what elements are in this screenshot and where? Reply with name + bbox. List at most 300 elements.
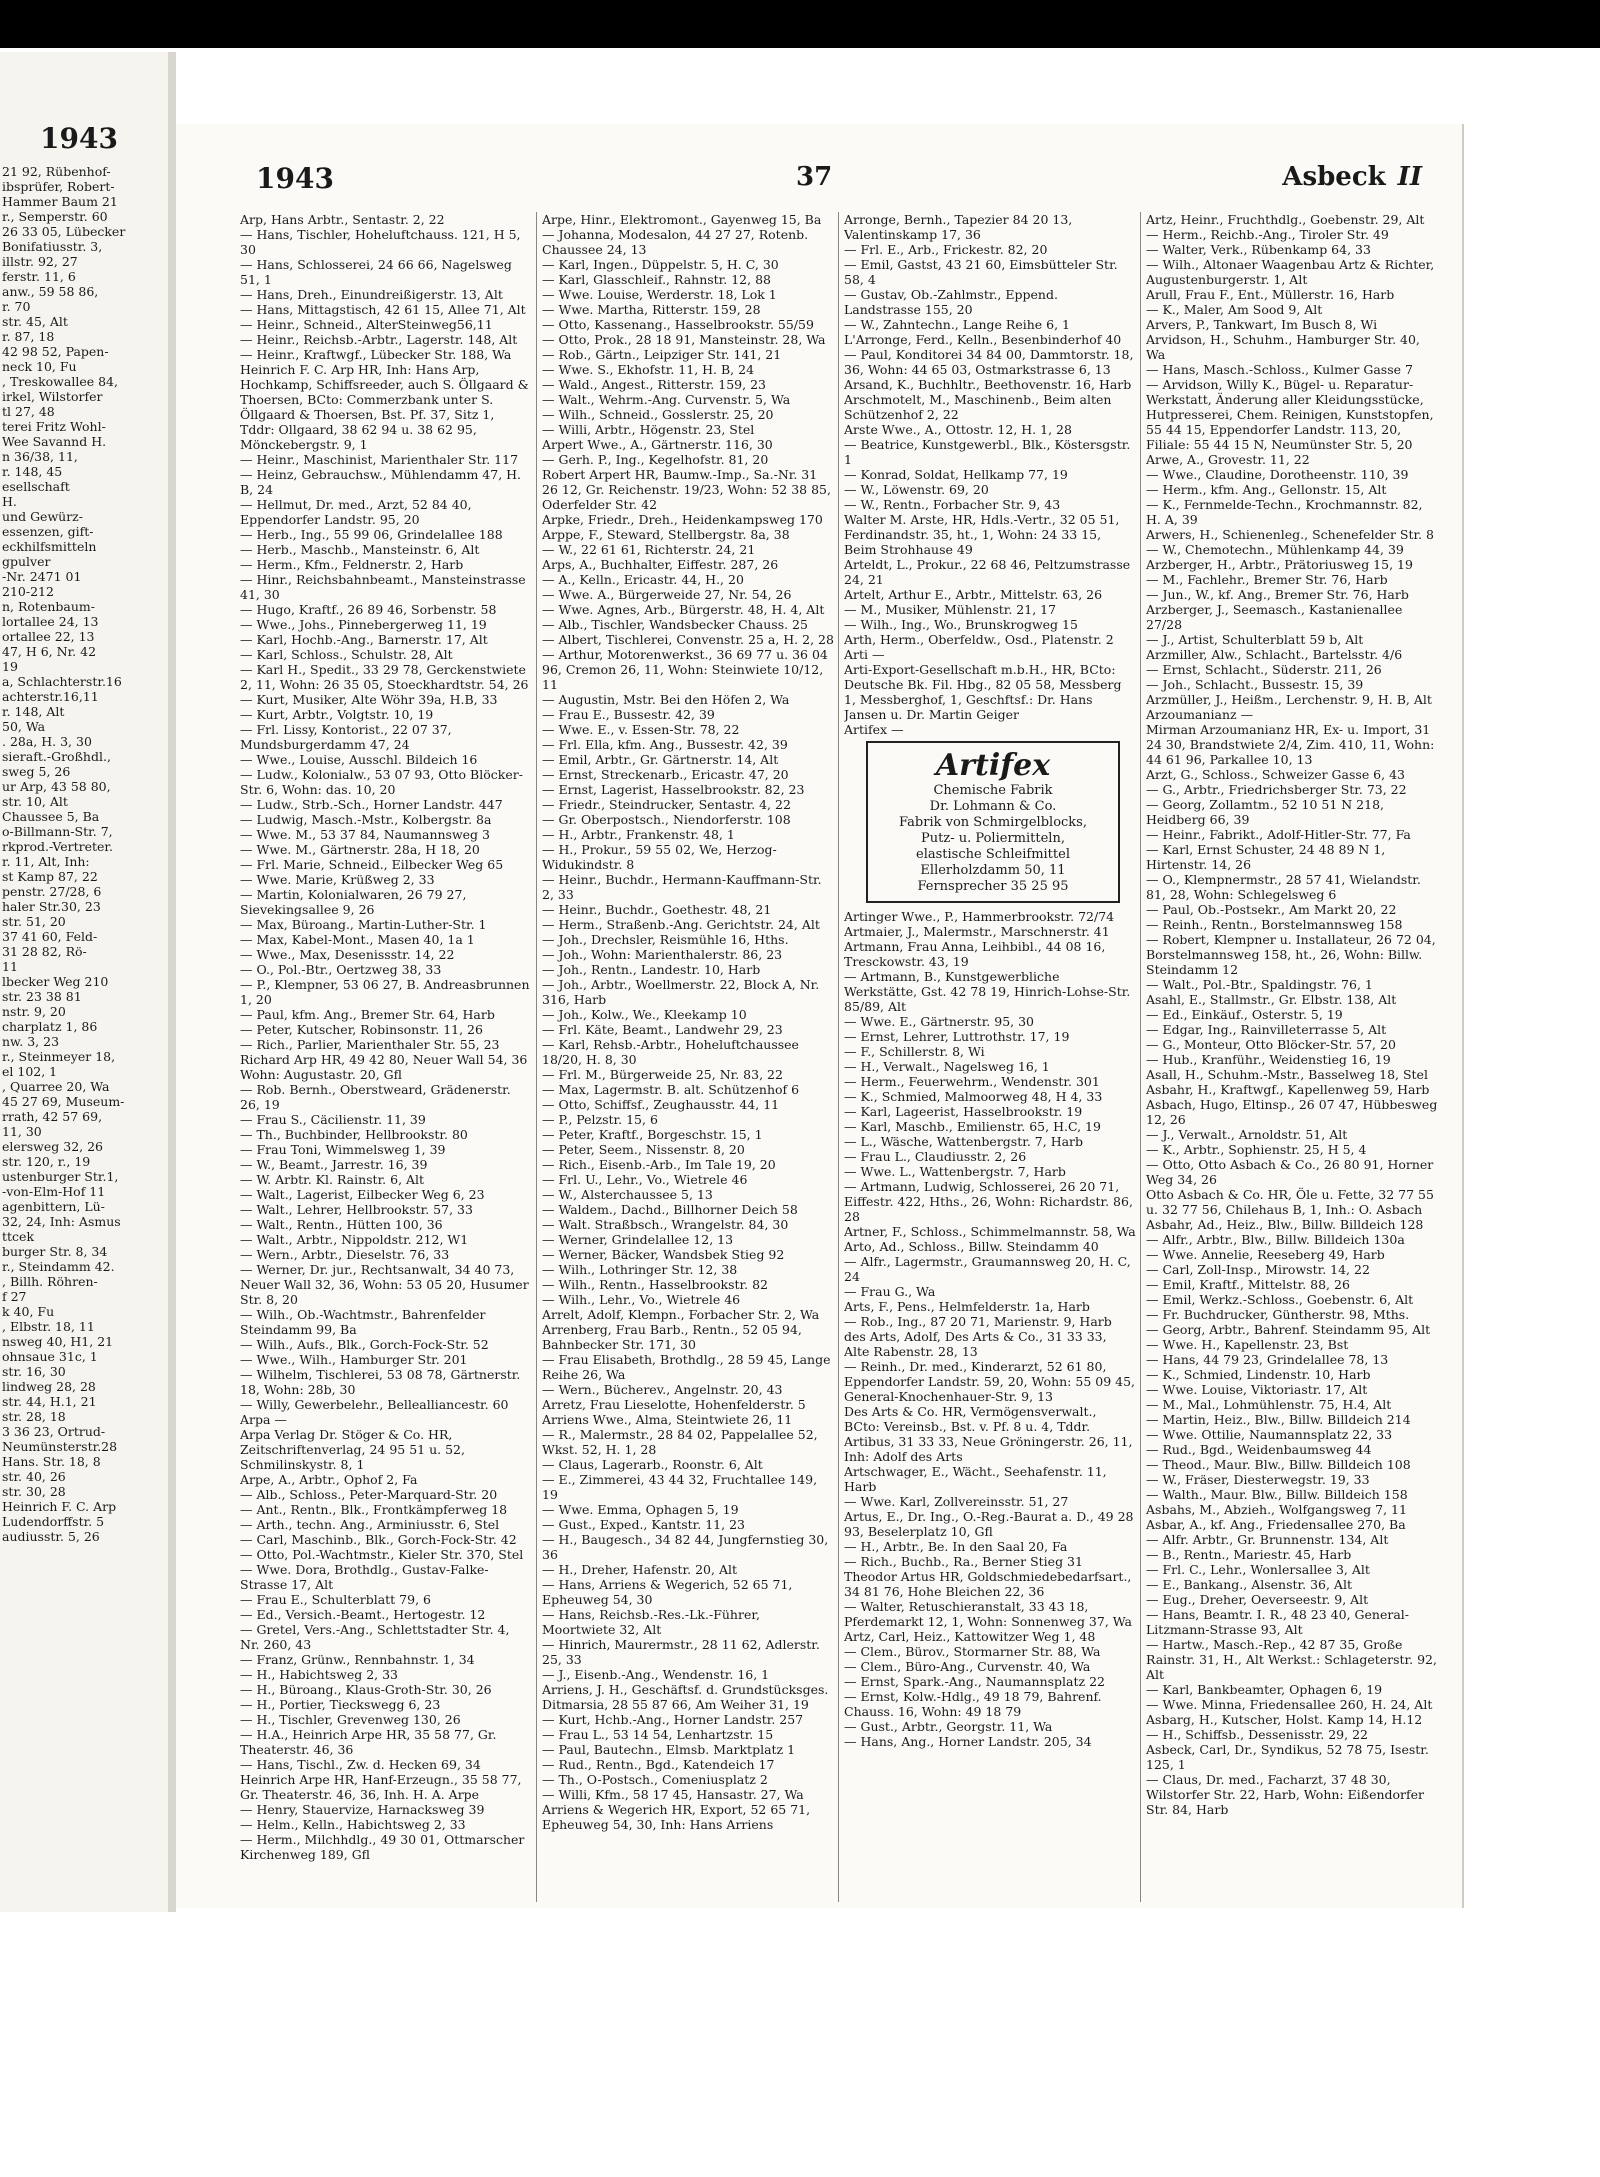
directory-entry: — Frau L., 53 14 54, Lenhartzstr. 15 <box>542 1727 774 1742</box>
left-page-line: a, Schlachterstr.16 <box>2 674 122 689</box>
left-page-line: Ludendorffstr. 5 <box>2 1514 105 1529</box>
directory-entry: — Karl, Glasschleif., Rahnstr. 12, 88 <box>542 272 771 287</box>
directory-entry: Arppe, F., Steward, Stellbergstr. 8a, 38 <box>542 527 790 542</box>
left-page-line: str. 44, H.1, 21 <box>2 1394 97 1409</box>
directory-entry: Arts, F., Pens., Helmfelderstr. 1a, Harb <box>844 1299 1090 1314</box>
directory-entry: Arp, Hans Arbtr., Sentastr. 2, 22 <box>240 212 445 227</box>
directory-entry: — G., Monteur, Otto Blöcker-Str. 57, 20 <box>1146 1037 1396 1052</box>
left-page-line: str. 23 38 81 <box>2 989 82 1004</box>
directory-entry: — Albert, Tischlerei, Convenstr. 25 a, H. 2, 28 <box>542 632 834 647</box>
left-page-line: ustenburger Str.1, <box>2 1169 119 1184</box>
ad-lines <box>868 783 1118 879</box>
directory-entry: — Karl, Rehsb.-Arbtr., Hoheluftchaussee 18/20, H. 8, 30 <box>542 1037 799 1067</box>
page-header <box>176 162 1462 202</box>
directory-entry: Richard Arp HR, 49 42 80, Neuer Wall 54, 36 Wohn: Augustastr. 20, Gfl <box>240 1052 528 1082</box>
directory-entry: — Ludw., Kolonialw., 53 07 93, Otto Blöcker-Str. 6, Wohn: das. 10, 20 <box>240 767 523 797</box>
directory-entry: Arwers, H., Schienenleg., Schenefelder Str. 8 <box>1146 527 1435 542</box>
directory-entry: — Frau Toni, Wimmelsweg 1, 39 <box>240 1142 446 1157</box>
left-page-line: 45 27 69, Museum- <box>2 1094 125 1109</box>
directory-entry: — Herm., Feuerwehrm., Wendenstr. 301 <box>844 1074 1100 1089</box>
left-page-line: H. <box>2 494 17 509</box>
directory-entry: — Wilh., Lehr., Vo., Wietrele 46 <box>542 1292 741 1307</box>
directory-entry: — Frl. Lissy, Kontorist., 22 07 37, Mundsburgerdamm 47, 24 <box>240 722 452 752</box>
left-page-line: r. 11, Alt, Inh: <box>2 854 90 869</box>
directory-entry: — Kurt, Musiker, Alte Wöhr 39a, H.B, 33 <box>240 692 498 707</box>
directory-entry: Arwe, A., Grovestr. 11, 22 <box>1146 452 1310 467</box>
left-page-line: r., Semperstr. 60 <box>2 209 108 224</box>
directory-entry: — H., Prokur., 59 55 02, We, Herzog-Widukindstr. 8 <box>542 842 777 872</box>
directory-entry: Des Arts & Co. HR, Vermögensverwalt., BCto: Vereinsb., Bst. v. Pf. 8 u. 4, Tddr. Artibus, 31 33 33, Neue Gröningerstr. 26, 11, Inh: Adolf des Arts <box>844 1404 1133 1464</box>
left-page-line: 32, 24, Inh: Asmus <box>2 1214 121 1229</box>
directory-entry: Arpke, Friedr., Dreh., Heidenkampsweg 170 <box>542 512 823 527</box>
directory-entry: — W., Zahntechn., Lange Reihe 6, 1 <box>844 317 1070 332</box>
left-page-line: lortallee 24, 13 <box>2 614 99 629</box>
directory-entry: — Wwe., Claudine, Dorotheenstr. 110, 39 <box>1146 467 1409 482</box>
directory-entry: — Hans, Reichsb.-Res.-Lk.-Führer, Moortwiete 32, Alt <box>542 1607 760 1637</box>
left-page-line: Heinrich F. C. Arp <box>2 1499 117 1514</box>
directory-entry: Asall, H., Schuhm.-Mstr., Basselweg 18, Stel <box>1146 1067 1428 1082</box>
directory-entry: Arpe, A., Arbtr., Ophof 2, Fa <box>240 1472 418 1487</box>
directory-entry: — Ernst, Kolw.-Hdlg., 49 18 79, Bahrenf. Chauss. 16, Wohn: 49 18 79 <box>844 1689 1102 1719</box>
directory-entry: Asbahs, M., Abzieh., Wolfgangsweg 7, 11 <box>1146 1502 1407 1517</box>
directory-entry: Asbeck, Carl, Dr., Syndikus, 52 78 75, Isestr. 125, 1 <box>1146 1742 1429 1772</box>
directory-entry: — Gust., Exped., Kantstr. 11, 23 <box>542 1517 745 1532</box>
directory-entry: Arzberger, H., Arbtr., Prätoriusweg 15, 19 <box>1146 557 1413 572</box>
left-page-line: n, Rotenbaum- <box>2 599 95 614</box>
directory-entry: — Frl. E., Arb., Frickestr. 82, 20 <box>844 242 1048 257</box>
directory-entry: — Wilh., Altonaer Waagenbau Artz & Richter, Augustenburgerstr. 1, Alt <box>1146 257 1435 287</box>
left-page-line: sieraft.-Großhdl., <box>2 749 111 764</box>
directory-entry: — Hinrich, Maurermstr., 28 11 62, Adlerstr. 25, 33 <box>542 1637 820 1667</box>
directory-entry: Arpert Wwe., A., Gärtnerstr. 116, 30 <box>542 437 773 452</box>
directory-entry: Arzberger, J., Seemasch., Kastanienallee 27/28 <box>1146 602 1403 632</box>
directory-entry: Asbahr, H., Kraftwgf., Kapellenweg 59, Harb <box>1146 1082 1430 1097</box>
scan-top-border <box>0 0 1600 48</box>
directory-entry: — Hans, Arriens & Wegerich, 52 65 71, Epheuweg 54, 30 <box>542 1577 793 1607</box>
directory-entry: Arretz, Frau Lieselotte, Hohenfelderstr. 5 <box>542 1397 806 1412</box>
directory-entry: — Wwe. Agnes, Arb., Bürgerstr. 48, H. 4, Alt <box>542 602 825 617</box>
directory-entry: — Alfr., Arbtr., Blw., Billw. Billdeich 130a <box>1146 1232 1405 1247</box>
directory-entry: — Joh., Rentn., Landestr. 10, Harb <box>542 962 761 977</box>
directory-entry: — P., Pelzstr. 15, 6 <box>542 1112 658 1127</box>
directory-entry: — Martin, Kolonialwaren, 26 79 27, Sievekingsallee 9, 26 <box>240 887 467 917</box>
directory-entry: — Arvidson, Willy K., Bügel- u. Reparatur-Werkstatt, Änderung aller Kleidungsstücke, Hutpresserei, Chem. Reinigen, Kunststopfen, 55 44 15, Eppendorfer Landstr. 113, 20, Filiale: 55 44 15 N, Neumünster Str. 5, 20 <box>1146 377 1434 452</box>
ad-line: Dr. Lohmann & Co. <box>929 799 1057 814</box>
directory-entry: Heinrich Arpe HR, Hanf-Erzeugn., 35 58 77, Gr. Theaterstr. 46, 36, Inh. H. A. Arpe <box>240 1772 522 1802</box>
directory-entry: — Karl, Ingen., Düppelstr. 5, H. C, 30 <box>542 257 779 272</box>
directory-entry: — Hans, 44 79 23, Grindelallee 78, 13 <box>1146 1352 1389 1367</box>
left-page-line: ohnsaue 31c, 1 <box>2 1349 98 1364</box>
directory-entry: — Peter, Kraftf., Borgeschstr. 15, 1 <box>542 1127 763 1142</box>
left-page-line: 21 92, Rübenhof- <box>2 164 111 179</box>
left-page-fragment <box>0 52 170 1912</box>
left-page-line: -von-Elm-Hof 11 <box>2 1184 106 1199</box>
left-page-line: elersweg 32, 26 <box>2 1139 104 1154</box>
directory-entry: Arschmotelt, M., Maschinenb., Beim alten Schützenhof 2, 22 <box>844 392 1112 422</box>
directory-entry: — Heinr., Kraftwgf., Lübecker Str. 188, Wa <box>240 347 512 362</box>
ad-title: Artifex <box>935 748 1051 783</box>
directory-entry: Artus, E., Dr. Ing., O.-Reg.-Baurat a. D., 49 28 93, Beselerplatz 10, Gfl <box>844 1509 1134 1539</box>
header-range-volume: II <box>1397 162 1422 192</box>
left-page-line: neck 10, Fu <box>2 359 77 374</box>
left-page-line: haler Str.30, 23 <box>2 899 101 914</box>
directory-entry: — Wwe. Martha, Ritterstr. 159, 28 <box>542 302 761 317</box>
directory-entry: — Augustin, Mstr. Bei den Höfen 2, Wa <box>542 692 790 707</box>
left-page-line: , Quarree 20, Wa <box>2 1079 110 1094</box>
directory-entry: — Willi, Kfm., 58 17 45, Hansastr. 27, Wa <box>542 1787 804 1802</box>
directory-entry: Arzmiller, Alw., Schlacht., Bartelsstr. 4/6 <box>1146 647 1403 662</box>
directory-entry: — K., Fernmelde-Techn., Krochmannstr. 82, H. A, 39 <box>1146 497 1423 527</box>
left-page-line: str. 120, r., 19 <box>2 1154 91 1169</box>
directory-entry: — Alfr. Arbtr., Gr. Brunnenstr. 134, Alt <box>1146 1532 1389 1547</box>
left-page-line: str. 30, 28 <box>2 1484 66 1499</box>
directory-entry: — Willi, Arbtr., Högenstr. 23, Stel <box>542 422 755 437</box>
directory-entry: — Wilh., Lothringer Str. 12, 38 <box>542 1262 738 1277</box>
left-page-line: esellschaft <box>2 479 70 494</box>
directory-entry: — Wwe. Dora, Brothdlg., Gustav-Falke-Strasse 17, Alt <box>240 1562 489 1592</box>
directory-entry: — H., Dreher, Hafenstr. 20, Alt <box>542 1562 738 1577</box>
left-page-line: , Treskowallee 84, <box>2 374 118 389</box>
directory-entry: — Wwe. Louise, Viktoriastr. 17, Alt <box>1146 1382 1368 1397</box>
directory-entry: — Hub., Kranführ., Weidenstieg 16, 19 <box>1146 1052 1391 1067</box>
directory-entry: — Wwe. Emma, Ophagen 5, 19 <box>542 1502 739 1517</box>
left-page-line: nsweg 40, H1, 21 <box>2 1334 114 1349</box>
header-name-range <box>1282 162 1422 192</box>
directory-entry: — Hartw., Masch.-Rep., 42 87 35, Große Rainstr. 31, H., Alt Werkst.: Schlageterstr. 92, Alt <box>1146 1637 1437 1682</box>
directory-entry: — Rob., Gärtn., Leipziger Str. 141, 21 <box>542 347 782 362</box>
directory-entry: — W., Löwenstr. 69, 20 <box>844 482 989 497</box>
directory-entry: — Max, Lagermstr. B. alt. Schützenhof 6 <box>542 1082 800 1097</box>
left-page-line: str. 45, Alt <box>2 314 68 329</box>
directory-entry: — Robert, Klempner u. Installateur, 26 72 04, Borstelmannsweg 158, ht., 26, Wohn: Billw. Steindamm 12 <box>1146 932 1436 977</box>
directory-entry: Asbarg, H., Kutscher, Holst. Kamp 14, H.12 <box>1146 1712 1423 1727</box>
left-page-line: nstr. 9, 20 <box>2 1004 66 1019</box>
directory-entry: des Arts, Adolf, Des Arts & Co., 31 33 33, Alte Rabenstr. 28, 13 <box>844 1329 1107 1359</box>
left-page-line: charplatz 1, 86 <box>2 1019 98 1034</box>
left-page-line: f 27 <box>2 1289 27 1304</box>
left-page-line: st Kamp 87, 22 <box>2 869 98 884</box>
directory-entry: — Gerh. P., Ing., Kegelhofstr. 81, 20 <box>542 452 769 467</box>
column-4 <box>1146 212 1438 1902</box>
left-page-line: 26 33 05, Lübecker <box>2 224 126 239</box>
column-1 <box>240 212 532 1902</box>
directory-entry: — W., Fräser, Diesterwegstr. 19, 33 <box>1146 1472 1370 1487</box>
directory-entry: — Karl, Schloss., Schulstr. 28, Alt <box>240 647 453 662</box>
directory-entry: — Otto, Pol.-Wachtmstr., Kieler Str. 370, Stel <box>240 1547 524 1562</box>
directory-entry: Artmann, Frau Anna, Leihbibl., 44 08 16, Tresckowstr. 43, 19 <box>844 939 1106 969</box>
directory-entry: — Hellmut, Dr. med., Arzt, 52 84 40, Eppendorfer Landstr. 95, 20 <box>240 497 472 527</box>
directory-entry: Arti-Export-Gesellschaft m.b.H., HR, BCto: Deutsche Bk. Fil. Hbg., 82 05 58, Messberg 1, Messberghof, 1, Geschftsf.: Dr. Hans Jansen u. Dr. Martin Geiger <box>844 662 1122 722</box>
directory-entry: — Wilhelm, Tischlerei, 53 08 78, Gärtnerstr. 18, Wohn: 28b, 30 <box>240 1367 521 1397</box>
directory-entry: — Wwe. Annelie, Reeseberg 49, Harb <box>1146 1247 1385 1262</box>
directory-entry: — Ed., Einkäuf., Osterstr. 5, 19 <box>1146 1007 1343 1022</box>
directory-entry: — Joh., Drechsler, Reismühle 16, Hths. <box>542 932 789 947</box>
left-page-line: str. 51, 20 <box>2 914 66 929</box>
directory-entry: Arriens, J. H., Geschäftsf. d. Grundstücksges. Ditmarsia, 28 55 87 66, Am Weiher 31, 19 <box>542 1682 829 1712</box>
directory-entry: — Hans, Tischler, Hoheluftchauss. 121, H 5, 30 <box>240 227 521 257</box>
directory-entry: — H., Büroang., Klaus-Groth-Str. 30, 26 <box>240 1682 492 1697</box>
left-page-line: 37 41 60, Feld- <box>2 929 98 944</box>
directory-entry: — Rob., Ing., 87 20 71, Marienstr. 9, Harb <box>844 1314 1112 1329</box>
directory-entry: — H.A., Heinrich Arpe HR, 35 58 77, Gr. Theaterstr. 46, 36 <box>240 1727 497 1757</box>
header-page-number: 37 <box>796 162 833 192</box>
directory-entry: Arti — <box>844 647 885 662</box>
directory-entry: — Hans, Ang., Horner Landstr. 205, 34 <box>844 1734 1092 1749</box>
directory-entry: — Paul, kfm. Ang., Bremer Str. 64, Harb <box>240 1007 495 1022</box>
left-page-line: rrath, 42 57 69, <box>2 1109 103 1124</box>
directory-entry: Asbar, A., kf. Ang., Friedensallee 270, Ba <box>1146 1517 1406 1532</box>
left-page-line: -Nr. 2471 01 <box>2 569 82 584</box>
directory-entry: — H., Habichtsweg 2, 33 <box>240 1667 399 1682</box>
directory-entry: — Ernst, Lehrer, Luttrothstr. 17, 19 <box>844 1029 1070 1044</box>
directory-entry: — Walter, Retuschieranstalt, 33 43 18, Pferdemarkt 12, 1, Wohn: Sonnenweg 37, Wa <box>844 1599 1133 1629</box>
left-page-line: r. 87, 18 <box>2 329 55 344</box>
left-page-line: 31 28 82, Rö- <box>2 944 87 959</box>
directory-entry: — Karl, Hochb.-Ang., Barnerstr. 17, Alt <box>240 632 488 647</box>
directory-entry: — Wwe., Louise, Ausschl. Bildeich 16 <box>240 752 478 767</box>
directory-page <box>176 124 1464 1908</box>
directory-entry: — Franz, Grünw., Rennbahnstr. 1, 34 <box>240 1652 475 1667</box>
directory-entry: — Frl. M., Bürgerweide 25, Nr. 83, 22 <box>542 1067 783 1082</box>
directory-entry: — Rich., Eisenb.-Arb., Im Tale 19, 20 <box>542 1157 776 1172</box>
directory-entry: Artz, Carl, Heiz., Kattowitzer Weg 1, 48 <box>844 1629 1096 1644</box>
left-page-line: achterstr.16,11 <box>2 689 99 704</box>
directory-entry: — W., Chemotechn., Mühlenkamp 44, 39 <box>1146 542 1404 557</box>
left-page-line: essenzen, gift- <box>2 524 94 539</box>
left-page-line: r. 70 <box>2 299 31 314</box>
left-page-line: lindweg 28, 28 <box>2 1379 96 1394</box>
directory-entry: — Wilh., Ob.-Wachtmstr., Bahrenfelder Steindamm 99, Ba <box>240 1307 486 1337</box>
left-page-line: r., Steinmeyer 18, <box>2 1049 116 1064</box>
directory-entry: — Wwe. A., Bürgerweide 27, Nr. 54, 26 <box>542 587 792 602</box>
directory-entry: — Johanna, Modesalon, 44 27 27, Rotenb. Chaussee 24, 13 <box>542 227 809 257</box>
directory-entry: — Paul, Ob.-Postsekr., Am Markt 20, 22 <box>1146 902 1397 917</box>
directory-entry: Walter M. Arste, HR, Hdls.-Vertr., 32 05 51, Ferdinandstr. 35, ht., 1, Wohn: 24 33 15, Beim Strohhause 49 <box>844 512 1120 557</box>
ad-line: elastische Schleifmittel <box>916 847 1070 862</box>
left-page-line: agenbittern, Lü- <box>2 1199 105 1214</box>
directory-entry: — W., Beamt., Jarrestr. 16, 39 <box>240 1157 428 1172</box>
directory-entry: L'Arronge, Ferd., Kelln., Besenbinderhof 40 <box>844 332 1122 347</box>
directory-entry: — Heinr., Buchdr., Hermann-Kauffmann-Str. 2, 33 <box>542 872 822 902</box>
directory-entry: — Hans, Mittagstisch, 42 61 15, Allee 71, Alt <box>240 302 526 317</box>
directory-entry: — Joh., Kolw., We., Kleekamp 10 <box>542 1007 747 1022</box>
directory-entry: — Karl, Lageerist, Hasselbrookstr. 19 <box>844 1104 1083 1119</box>
left-page-line: 47, H 6, Nr. 42 <box>2 644 97 659</box>
directory-entry: — Frau Elisabeth, Brothdlg., 28 59 45, Lange Reihe 26, Wa <box>542 1352 831 1382</box>
directory-entry: Arste Wwe., A., Ottostr. 12, H. 1, 28 <box>844 422 1072 437</box>
left-page-line: irkel, Wilstorfer <box>2 389 103 404</box>
ad-line: Ellerholzdamm 50, 11 <box>920 863 1066 878</box>
directory-entry: — Hans, Schlosserei, 24 66 66, Nagelsweg 51, 1 <box>240 257 512 287</box>
directory-entry: — B., Rentn., Mariestr. 45, Harb <box>1146 1547 1352 1562</box>
directory-entry: — H., Schiffsb., Dessenisstr. 29, 22 <box>1146 1727 1368 1742</box>
directory-entry: — Walt. Straßbsch., Wrangelstr. 84, 30 <box>542 1217 789 1232</box>
directory-entry: Arull, Frau F., Ent., Müllerstr. 16, Harb <box>1146 287 1395 302</box>
directory-entry: — O., Pol.-Btr., Oertzweg 38, 33 <box>240 962 442 977</box>
ad-phone: Fernsprecher 35 25 95 <box>917 879 1069 894</box>
left-page-line: Wee Savannd H. <box>2 434 107 449</box>
directory-entry: Arriens Wwe., Alma, Steintwiete 26, 11 <box>542 1412 793 1427</box>
directory-entry: — Wern., Arbtr., Dieselstr. 76, 33 <box>240 1247 450 1262</box>
directory-entry: — Hugo, Kraftf., 26 89 46, Sorbenstr. 58 <box>240 602 497 617</box>
directory-entry: — Henry, Stauervize, Harnacksweg 39 <box>240 1802 485 1817</box>
directory-entry: — Ernst, Streckenarb., Ericastr. 47, 20 <box>542 767 789 782</box>
directory-entry: — Karl, Maschb., Emilienstr. 65, H.C, 19 <box>844 1119 1101 1134</box>
directory-entry: — Kurt, Arbtr., Volgtstr. 10, 19 <box>240 707 434 722</box>
directory-entry: — L., Wäsche, Wattenbergstr. 7, Harb <box>844 1134 1084 1149</box>
left-page-line: r., Steindamm 42. <box>2 1259 115 1274</box>
directory-entry: Arto, Ad., Schloss., Billw. Steindamm 40 <box>844 1239 1099 1254</box>
directory-entry: — A., Kelln., Ericastr. 44, H., 20 <box>542 572 744 587</box>
directory-entry: — Joh., Arbtr., Woellmerstr. 22, Block A, Nr. 316, Harb <box>542 977 820 1007</box>
directory-entry: — Herb., Maschb., Mansteinstr. 6, Alt <box>240 542 480 557</box>
left-page-line: Hammer Baum 21 <box>2 194 118 209</box>
left-page-line: ibsprüfer, Robert- <box>2 179 115 194</box>
directory-entry: — Rich., Buchb., Ra., Berner Stieg 31 <box>844 1554 1083 1569</box>
directory-entry: — Werner, Dr. jur., Rechtsanwalt, 34 40 73, Neuer Wall 32, 36, Wohn: 53 05 20, Husumer Str. 8, 20 <box>240 1262 529 1307</box>
directory-entry: — Ernst, Lagerist, Hasselbrookstr. 82, 23 <box>542 782 805 797</box>
left-page-line: 11 <box>2 959 18 974</box>
directory-entry: — Hans, Beamtr. I. R., 48 23 40, General-Litzmann-Strasse 93, Alt <box>1146 1607 1410 1637</box>
directory-entry: — J., Artist, Schulterblatt 59 b, Alt <box>1146 632 1364 647</box>
directory-entry: Theodor Artus HR, Goldschmiedebedarfsart., 34 81 76, Hohe Bleichen 22, 36 <box>844 1569 1132 1599</box>
directory-entry: — H., Tischler, Grevenweg 130, 26 <box>240 1712 461 1727</box>
directory-entry: — Wwe. L., Wattenbergstr. 7, Harb <box>844 1164 1066 1179</box>
directory-entry: — Otto, Schiffsf., Zeughausstr. 44, 11 <box>542 1097 780 1112</box>
directory-entry: Artinger Wwe., P., Hammerbrookstr. 72/74 <box>844 909 1115 924</box>
directory-entry: — Wwe. Louise, Werderstr. 18, Lok 1 <box>542 287 777 302</box>
directory-entry: — Emil, Kraftf., Mittelstr. 88, 26 <box>1146 1277 1350 1292</box>
directory-entry: — Emil, Arbtr., Gr. Gärtnerstr. 14, Alt <box>542 752 779 767</box>
directory-entry: Asbach, Hugo, Eltinsp., 26 07 47, Hübbesweg 12, 26 <box>1146 1097 1438 1127</box>
left-page-line: 11, 30 <box>2 1124 42 1139</box>
directory-entry: Heinrich F. C. Arp HR, Inh: Hans Arp, Hochkamp, Schiffsreeder, auch S. Öllgaard & Thoersen, BCto: Commerzbank unter S. Öllgaard & Thoersen, Bst. Pf. 37, Sitz 1, Tddr: Ollgaard, 38 62 94 u. 38 62 95, Mönckebergstr. 9, 1 <box>240 362 529 452</box>
directory-entry: — Karl H., Spedit., 33 29 78, Gerckenstwiete 2, 11, Wohn: 26 35 05, Stoeckhardtstr. 54, 26 <box>240 662 529 692</box>
directory-entry: — Arthur, Motorenwerkst., 36 69 77 u. 36 04 96, Cremon 26, 11, Wohn: Steinwiete 10/12, 11 <box>542 647 828 692</box>
directory-entry: — Herm., Kfm., Feldnerstr. 2, Harb <box>240 557 464 572</box>
left-page-line: nw. 3, 23 <box>2 1034 60 1049</box>
directory-entry: — Frl. Ella, kfm. Ang., Bussestr. 42, 39 <box>542 737 788 752</box>
directory-entry: — Wald., Angest., Ritterstr. 159, 23 <box>542 377 766 392</box>
directory-entry: — Frau L., Claudiusstr. 2, 26 <box>844 1149 1027 1164</box>
left-page-line: Bonifatiusstr. 3, <box>2 239 103 254</box>
left-page-line: 3 36 23, Ortrud- <box>2 1424 106 1439</box>
directory-entry: Arzoumanianz — <box>1146 707 1254 722</box>
directory-entry: — Wwe. E., v. Essen-Str. 78, 22 <box>542 722 740 737</box>
directory-entry: — Wilh., Rentn., Hasselbrookstr. 82 <box>542 1277 768 1292</box>
left-page-line: str. 28, 18 <box>2 1409 66 1424</box>
directory-entry: — Herb., Ing., 55 99 06, Grindelallee 188 <box>240 527 503 542</box>
directory-entry: — Herm., kfm. Ang., Gellonstr. 15, Alt <box>1146 482 1387 497</box>
left-page-line: ur Arp, 43 58 80, <box>2 779 111 794</box>
ad-line: Fabrik von Schmirgelblocks, <box>899 815 1087 830</box>
left-page-line: 210-212 <box>2 584 54 599</box>
left-page-line: tl 27, 48 <box>2 404 55 419</box>
directory-entry: — Reinh., Rentn., Borstelmannsweg 158 <box>1146 917 1403 932</box>
directory-entry: Arvers, P., Tankwart, Im Busch 8, Wi <box>1146 317 1378 332</box>
directory-entry: — K., Arbtr., Sophienstr. 25, H 5, 4 <box>1146 1142 1367 1157</box>
directory-entry: — R., Malermstr., 28 84 02, Pappelallee 52, Wkst. 52, H. 1, 28 <box>542 1427 818 1457</box>
directory-entry: — Ernst, Spark.-Ang., Naumannsplatz 22 <box>844 1674 1105 1689</box>
directory-entry: — Ludwig, Masch.-Mstr., Kolbergstr. 8a <box>240 812 492 827</box>
directory-entry: — Wilh., Schneid., Gosslerstr. 25, 20 <box>542 407 774 422</box>
directory-entry: — E., Bankang., Alsenstr. 36, Alt <box>1146 1577 1352 1592</box>
left-page-line: 19 <box>2 659 18 674</box>
directory-entry: — W., 22 61 61, Richterstr. 24, 21 <box>542 542 756 557</box>
directory-entry: Arsand, K., Buchhltr., Beethovenstr. 16, Harb <box>844 377 1132 392</box>
left-page-line: gpulver <box>2 554 51 569</box>
directory-entry: — Martin, Heiz., Blw., Billw. Billdeich 214 <box>1146 1412 1411 1427</box>
directory-entry: — Frau G., Wa <box>844 1284 936 1299</box>
column-3 <box>844 212 1136 1902</box>
directory-entry: — Heinr., Maschinist, Marienthaler Str. 117 <box>240 452 519 467</box>
directory-entry: — H., Arbtr., Frankenstr. 48, 1 <box>542 827 735 842</box>
directory-entry: — Otto, Prok., 28 18 91, Mansteinstr. 28, Wa <box>542 332 826 347</box>
directory-entry: — Edgar, Ing., Rainvilleterrasse 5, Alt <box>1146 1022 1387 1037</box>
left-page-line: o-Billmann-Str. 7, <box>2 824 113 839</box>
directory-entry: — Hans, Masch.-Schloss., Kulmer Gasse 7 <box>1146 362 1413 377</box>
directory-entry: — Walter, Verk., Rübenkamp 64, 33 <box>1146 242 1371 257</box>
left-page-lines <box>2 164 162 1544</box>
directory-entry: — Fr. Buchdrucker, Güntherstr. 98, Mths. <box>1146 1307 1410 1322</box>
directory-entry: — Wwe. Minna, Friedensallee 260, H. 24, Alt <box>1146 1697 1433 1712</box>
directory-entry: — Arth., techn. Ang., Arminiusstr. 6, Stel <box>240 1517 500 1532</box>
directory-entry: — Alb., Schloss., Peter-Marquard-Str. 20 <box>240 1487 498 1502</box>
directory-entry: — Artmann, B., Kunstgewerbliche Werkstätte, Gst. 42 78 19, Hinrich-Lohse-Str. 85/89, Alt <box>844 969 1131 1014</box>
directory-entry: Arrenberg, Frau Barb., Rentn., 52 05 94, Bahnbecker Str. 171, 30 <box>542 1322 802 1352</box>
left-page-line: terei Fritz Wohl- <box>2 419 106 434</box>
directory-entry: — Artmann, Ludwig, Schlosserei, 26 20 71, Eiffestr. 422, Hths., 26, Wohn: Richardstr. 86, 28 <box>844 1179 1133 1224</box>
left-page-line: anw., 59 58 86, <box>2 284 99 299</box>
left-page-line: burger Str. 8, 34 <box>2 1244 108 1259</box>
directory-entry: — Frau E., Schulterblatt 79, 6 <box>240 1592 431 1607</box>
directory-entry: — H., Verwalt., Nagelsweg 16, 1 <box>844 1059 1050 1074</box>
left-page-line: . 28a, H. 3, 30 <box>2 734 92 749</box>
directory-entry: Arzmüller, J., Heißm., Lerchenstr. 9, H. B, Alt <box>1146 692 1432 707</box>
directory-entry: — Wwe., Johs., Pinnebergerweg 11, 19 <box>240 617 487 632</box>
directory-entry: Arvidson, H., Schuhm., Hamburger Str. 40, Wa <box>1146 332 1420 362</box>
directory-entry: — Otto, Otto Asbach & Co., 26 80 91, Horner Weg 34, 26 <box>1146 1157 1434 1187</box>
left-page-line: ttcek <box>2 1229 35 1244</box>
directory-entry: — Beatrice, Kunstgewerbl., Blk., Köstersgstr. 1 <box>844 437 1131 467</box>
directory-entry: — Alb., Tischler, Wandsbecker Chauss. 25 <box>542 617 808 632</box>
directory-entry: — Paul, Bautechn., Elmsb. Marktplatz 1 <box>542 1742 796 1757</box>
directory-entry: — Ant., Rentn., Blk., Frontkämpferweg 18 <box>240 1502 508 1517</box>
directory-entry: Artner, F., Schloss., Schimmelmannstr. 58, Wa <box>844 1224 1136 1239</box>
directory-entry: — Max, Kabel-Mont., Masen 40, 1a 1 <box>240 932 475 947</box>
column-3-entries-after <box>844 909 1136 1749</box>
directory-entry: Artmaier, J., Malermstr., Marschnerstr. 41 <box>844 924 1110 939</box>
directory-entry: — Rich., Parlier, Marienthaler Str. 55, 23 <box>240 1037 500 1052</box>
directory-entry: — Georg, Zollamtm., 52 10 51 N 218, Heidberg 66, 39 <box>1146 797 1384 827</box>
column-2 <box>542 212 834 1902</box>
header-year: 1943 <box>256 162 334 195</box>
directory-entry: — Herm., Reichb.-Ang., Tiroler Str. 49 <box>1146 227 1389 242</box>
column-3-entries <box>844 212 1136 737</box>
directory-entry: — Walt., Pol.-Btr., Spaldingstr. 76, 1 <box>1146 977 1373 992</box>
left-page-line: sweg 5, 26 <box>2 764 71 779</box>
directory-entry: — H., Portier, Tieckswegg 6, 23 <box>240 1697 441 1712</box>
directory-entry: — O., Klempnermstr., 28 57 41, Wielandstr. 81, 28, Wohn: Schlegelsweg 6 <box>1146 872 1421 902</box>
directory-entry: — E., Zimmerei, 43 44 32, Fruchtallee 149, 19 <box>542 1472 818 1502</box>
directory-entry: — Werner, Bäcker, Wandsbek Stieg 92 <box>542 1247 785 1262</box>
directory-entry: — P., Klempner, 53 06 27, B. Andreasbrunnen 1, 20 <box>240 977 530 1007</box>
directory-entry: — Werner, Grindelallee 12, 13 <box>542 1232 734 1247</box>
ad-line: Chemische Fabrik <box>933 783 1053 798</box>
directory-entry: — M., Musiker, Mühlenstr. 21, 17 <box>844 602 1057 617</box>
left-page-line: audiusstr. 5, 26 <box>2 1529 100 1544</box>
directory-entry: Artelt, Arthur E., Arbtr., Mittelstr. 63, 26 <box>844 587 1103 602</box>
